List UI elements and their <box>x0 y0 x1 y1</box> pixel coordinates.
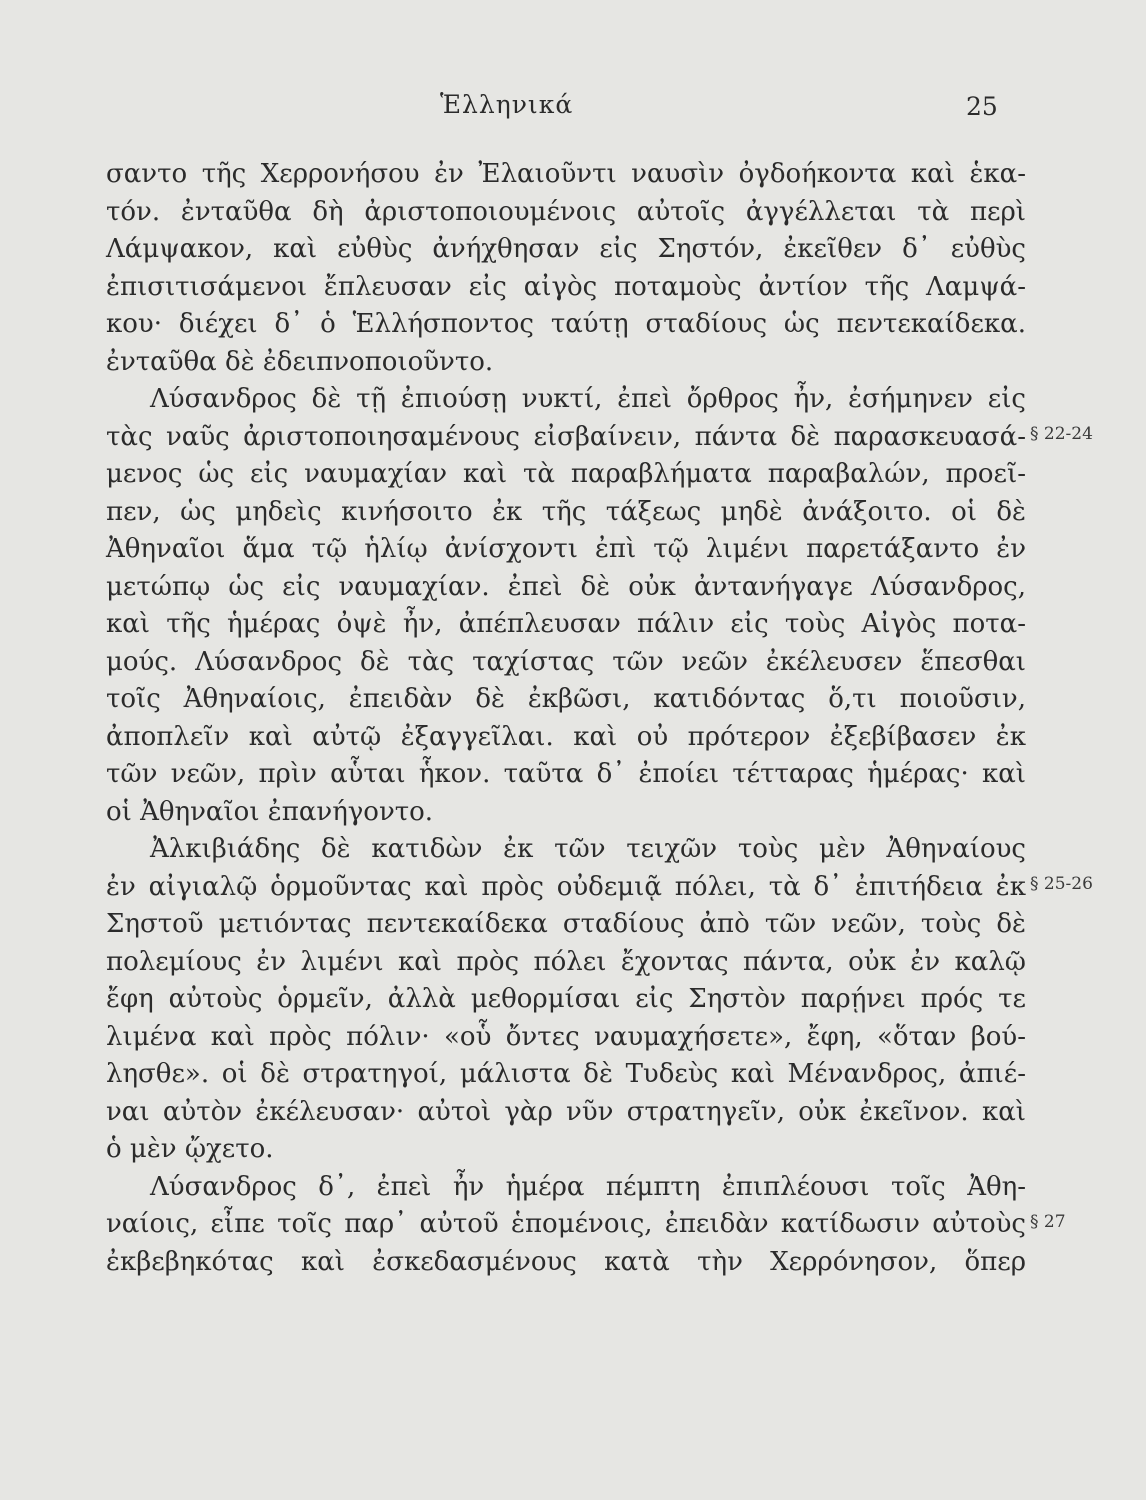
text-line: τόν. ἐνταῦθα δὴ ἀριστοποιουμένοις αὐτοῖς ἀγγέλλεται τὰ περὶ <box>106 196 1026 227</box>
paragraph-4 <box>106 1169 1026 1282</box>
text-line: οἱ Ἀθηναῖοι ἐπανήγοντο. <box>106 796 434 827</box>
text-line: ἀποπλεῖν καὶ αὐτῷ ἐξαγγεῖλαι. καὶ οὐ πρότερον ἐξεβίβασεν ἐκ <box>106 721 1026 752</box>
section-reference-27: § 27 <box>1030 1212 1066 1232</box>
paragraph-3 <box>106 831 1026 1169</box>
text-line: ἐνταῦθα δὲ ἐδειπνοποιοῦντο. <box>106 346 494 377</box>
text-line: λιμένα καὶ πρὸς πόλιν· «οὗ ὄντες ναυμαχήσετε», ἔφη, «ὅταν βού- <box>106 1021 1026 1052</box>
text-line: κου· διέχει δ᾽ ὁ Ἑλλήσποντος ταύτῃ σταδίους ὡς πεντεκαίδεκα. <box>106 309 1026 339</box>
text-line: τῶν νεῶν, πρὶν αὗται ἧκον. ταῦτα δ᾽ ἐποίει τέτταρας ἡμέρας· καὶ <box>106 759 1026 789</box>
text-line: λησθε». οἱ δὲ στρατηγοί, μάλιστα δὲ Τυδεὺς καὶ Μένανδρος, ἀπιέ- <box>106 1059 1026 1089</box>
section-reference-25-26: § 25-26 <box>1030 874 1093 894</box>
section-reference-22-24: § 22-24 <box>1030 424 1093 444</box>
text-line: πολεμίους ἐν λιμένι καὶ πρὸς πόλει ἔχοντας πάντα, οὐκ ἐν καλῷ <box>106 946 1026 977</box>
text-line: τοῖς Ἀθηναίοις, ἐπειδὰν δὲ ἐκβῶσι, κατιδόντας ὅ,τι ποιοῦσιν, <box>106 684 1026 714</box>
paragraph-2 <box>106 381 1026 831</box>
text-line: τὰς ναῦς ἀριστοποιησαμένους εἰσβαίνειν, πάντα δὲ παρασκευασά- <box>106 421 1026 452</box>
text-line: ἐν αἰγιαλῷ ὁρμοῦντας καὶ πρὸς οὐδεμιᾷ πόλει, τὰ δ᾽ ἐπιτήδεια ἐκ <box>106 871 1026 902</box>
text-line: μενος ὡς εἰς ναυμαχίαν καὶ τὰ παραβλήματα παραβαλών, προεῖ- <box>106 459 1026 489</box>
text-line: μούς. Λύσανδρος δὲ τὰς ταχίστας τῶν νεῶν ἐκέλευσεν ἕπεσθαι <box>106 646 1026 677</box>
text-line: Ἀθηναῖοι ἅμα τῷ ἡλίῳ ἀνίσχοντι ἐπὶ τῷ λιμένι παρετάξαντο ἐν <box>106 534 1026 564</box>
text-line: πεν, ὡς μηδεὶς κινήσοιτο ἐκ τῆς τάξεως μηδὲ ἀνάξοιτο. οἱ δὲ <box>106 496 1026 527</box>
body-text <box>106 156 1026 1281</box>
text-line: Ἀλκιβιάδης δὲ κατιδὼν ἐκ τῶν τειχῶν τοὺς μὲν Ἀθηναίους <box>150 834 1026 864</box>
text-line: ἐκβεβηκότας καὶ ἐσκεδασμένους κατὰ τὴν Χερρόνησον, ὅπερ <box>106 1246 1026 1277</box>
text-line: Λύσανδρος δὲ τῇ ἐπιούσῃ νυκτί, ἐπεὶ ὄρθρος ἦν, ἐσήμηνεν εἰς <box>150 384 1026 414</box>
text-line: ἔφη αὐτοὺς ὁρμεῖν, ἀλλὰ μεθορμίσαι εἰς Σηστὸν παρῄνει πρός τε <box>106 984 1026 1014</box>
text-line: Σηστοῦ μετιόντας πεντεκαίδεκα σταδίους ἀπὸ τῶν νεῶν, τοὺς δὲ <box>106 909 1026 939</box>
text-line: Λύσανδρος δ᾽, ἐπεὶ ἦν ἡμέρα πέμπτη ἐπιπλέουσι τοῖς Ἀθη- <box>150 1171 1026 1202</box>
text-line: σαντο τῆς Χερρονήσου ἐν Ἐλαιοῦντι ναυσὶν ὀγδοήκοντα καὶ ἑκα- <box>106 159 1026 189</box>
running-title: Ἑλληνικά <box>440 90 574 119</box>
text-line: καὶ τῆς ἡμέρας ὀψὲ ἦν, ἀπέπλευσαν πάλιν εἰς τοὺς Αἰγὸς ποτα- <box>106 609 1026 639</box>
paragraph-1 <box>106 156 1026 381</box>
text-line: ἐπισιτισάμενοι ἔπλευσαν εἰς αἰγὸς ποταμοὺς ἀντίον τῆς Λαμψά- <box>106 271 1026 302</box>
page-number: 25 <box>966 92 998 121</box>
text-line: ὁ μὲν ᾤχετο. <box>106 1134 274 1164</box>
text-line: ναι αὐτὸν ἐκέλευσαν· αὐτοὶ γὰρ νῦν στρατηγεῖν, οὐκ ἐκεῖνον. καὶ <box>106 1096 1026 1127</box>
text-line: Λάμψακον, καὶ εὐθὺς ἀνήχθησαν εἰς Σηστόν, ἐκεῖθεν δ᾽ εὐθὺς <box>106 234 1026 264</box>
text-line: μετώπῳ ὡς εἰς ναυμαχίαν. ἐπεὶ δὲ οὐκ ἀντανήγαγε Λύσανδρος, <box>106 571 1026 602</box>
text-line: ναίοις, εἶπε τοῖς παρ᾽ αὐτοῦ ἑπομένοις, ἐπειδὰν κατίδωσιν αὐτοὺς <box>106 1209 1026 1239</box>
